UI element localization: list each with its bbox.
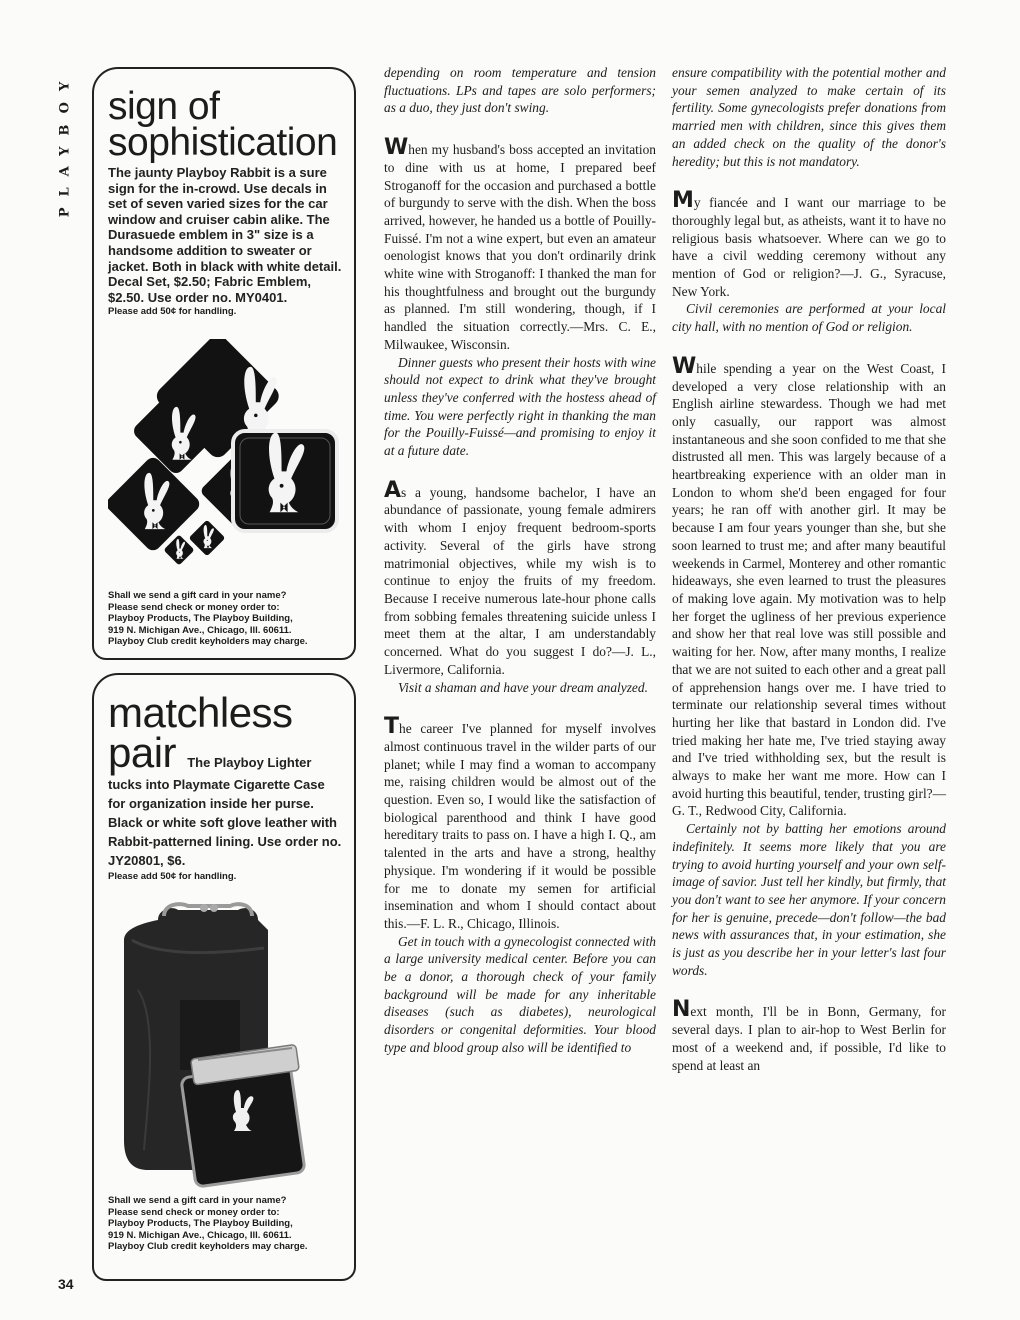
ad1-title (108, 85, 344, 164)
letter-text: y fiancée and I want our marriage to be thoroughly legal but, as atheists, want it to have no religious basis whatsoever. Where can we go to have a civil wedding ceremony without any mention of God or religion?—J. G., Syracuse, New York. (672, 195, 946, 299)
answer-continued: depending on room temperature and tension fluctuations. LPs and tapes are solo performers; as a duo, they just don't swing. (384, 65, 656, 116)
drop-cap: M (672, 188, 694, 214)
advisor-column-3 (672, 64, 946, 1284)
ad1-order-line: Please send check or money order to: (108, 601, 280, 613)
letter-stewardess (672, 353, 946, 820)
ad2-gift-line: Shall we send a gift card in your name? (108, 1195, 287, 1206)
answer-stewardess: Certainly not by batting her emotions around indefinitely. It seems more likely that you are trying to avoid hurting yourself and your own self-image of savior. Just tell her kindly, but firmly, that you don't want to see her anymore. If your concern for her is genuine, precede—don't follow—the bad news with assurances that, in your estimation, she is just as you describe her in your letter's last four words. (672, 821, 946, 978)
ad2-body-lead: The Playboy Lighter (187, 755, 312, 770)
answer-donor: Get in touch with a gynecologist connected with a large university medical center. Before you can be a donor, a thorough check of your family background will be made for any inheritable diseases (such as diabetes), neurological disorders or congenital deformities. Your blood type and blood group also will be identified to (384, 933, 656, 1055)
ad1-handling: Please add 50¢ for handling. (108, 306, 237, 318)
letter-civil-wedding (672, 188, 946, 300)
ad2-body: tucks into Playmate Cigarette Case for organization inside her purse. Black or white soft glove leather with Rabbit-patterned lining. Use order no. JY20801, $6. (108, 777, 342, 868)
letter-text: he career I've planned for myself involves almost continuous travel in the wilder parts of our planet; while I may find a woman to accompany me, raising children would be almost out of the question. Even so, I would like the satisfaction of biological parenthood and think I have good hereditary traits to pass on. I have a high I. Q., am talented in the arts and have a strong, healthy physique. I'm wondering if it would be possible for me to donate my semen for artificial insemination and whom I should contact about this.—F. L. R., Chicago, Illinois. (384, 721, 656, 931)
ad-matchless-pair (92, 673, 356, 1281)
letter-bachelor (384, 477, 656, 679)
answer-wine-gift: Dinner guests who present their hosts with wine should not expect to drink what they've brought unless they've conferred with the hostess ahead of time. You were perfectly right in thanking the man for the Pouilly-Fuissé—and promising to enjoy it at a future date. (384, 354, 656, 459)
answer-bachelor: Visit a shaman and have your dream analyzed. (398, 679, 648, 695)
drop-cap: N (672, 997, 691, 1023)
ad2-order-info (108, 1195, 342, 1253)
letter-text: s a young, handsome bachelor, I have an abundance of passionate, young female admirers with whom I enjoy frequent bedroom-sports activity. Several of the girls have strong matrimonial objectives, while my wish is to continue to enjoy the fruits of my freedom. Because I receive numerous late-hour phone calls from sobbing females threatening suicide unless I meet them at the altar, I am understandably concerned. What do you suggest I do?—J. L., Livermore, California. (384, 484, 656, 677)
ad2-handling: Please add 50¢ for handling. (108, 871, 237, 882)
ad2-title-line2: pair (108, 729, 177, 776)
advisor-column-2 (384, 64, 656, 1284)
ad1-title-line2: sophistication (108, 121, 338, 164)
letter-wine-gift (384, 135, 656, 353)
masthead-text: PLAYBOY (57, 70, 73, 218)
masthead (55, 64, 75, 224)
letter-text: hile spending a year on the West Coast, I developed a very close relationship with an English airline stewardess. Though we had met only casually, our rapport was almost instantaneous and she soon confided to me that she distrusted all men. This was largely because of a heartbreaking experience with an older man in London to whom she'd been engaged for four years; he ran off with another girl. It may be because I am four years younger than she, but she soon learned to trust me; and after many beautiful weekends in Carmel, Monterey and other romantic hideaways, she even learned to trust the pleasures of making love again. My motivation was to help her forget the ugliness of her previous experience and show her that real love was still possible and waiting for her. Now, after many months, I realize that we are not suited to each other and a great pall of apprehension hangs over me. I have tried to terminate our relationship several times without hurting her like that bastard in London did. I've tried making her hate me, I've tried staying away and I've tried withholding sex, but the result is always to make her want me more. How can I avoid hurting this beautiful, tender, trusting girl?—G. T., Redwood City, California. (672, 360, 946, 819)
drop-cap: W (384, 135, 409, 161)
page-number: 34 (58, 1276, 74, 1292)
ad2-title (108, 689, 344, 776)
letter-donor (384, 714, 656, 932)
letter-bonn (672, 997, 946, 1074)
ad1-charge: Playboy Club credit keyholders may charge. (108, 636, 308, 647)
ad1-order-info (108, 590, 342, 648)
answer-donor-continued: ensure compatibility with the potential mother and your semen analyzed to make certain of its fertility. Some gynecologists prefer donations from married men with children, since this gives them an added check on the quality of the donor's heredity; but this is not mandatory. (672, 65, 946, 169)
ad-sign-of-sophistication (92, 67, 356, 660)
ad1-body: The jaunty Playboy Rabbit is a sure sign for the in-crowd. Use decals in set of seven varied sizes for the car window and cruiser cabin alike. The Durasuede emblem in 3" size is a handsome addition to sweater or jacket. Both in black with white detail. Decal Set, $2.50; Fabric Emblem, $2.50. Use order no. MY0401. (108, 165, 342, 305)
rabbit-decals-image (108, 339, 348, 579)
lighter-and-case-image (118, 900, 318, 1190)
drop-cap: A (384, 477, 402, 503)
ad1-title-line1: sign of (108, 85, 220, 128)
ad1-gift-line: Shall we send a gift card in your name? (108, 590, 287, 601)
ad1-address: 919 N. Michigan Ave., Chicago, Ill. 60611. (108, 624, 292, 636)
ad2-charge: Playboy Club credit keyholders may charge. (108, 1241, 308, 1252)
drop-cap: W (672, 353, 697, 379)
letter-text: hen my husband's boss accepted an invitation to dine with us at home, I prepared beef Stroganoff for the occasion and purchased a bottle of burgundy to serve with the dish. When the boss arrived, however, he handed us a bottle of Pouilly-Fuissé. I'm not a wine expert, but even an amateur oenologist knows that you don't ordinarily drink white wine with Stroganoff: I thanked the man for his thoughtfulness and brought out the burgundy as planned. I'm still wondering, though, if I handled the situation correctly.—Mrs. C. E., Milwaukee, Wisconsin. (384, 142, 656, 352)
ad2-title-line1: matchless (108, 689, 293, 736)
ad2-order-line: Please send check or money order to: (108, 1206, 280, 1218)
ad2-company: Playboy Products, The Playboy Building, (108, 1218, 293, 1229)
ad1-company: Playboy Products, The Playboy Building, (108, 613, 293, 624)
answer-civil-wedding: Civil ceremonies are performed at your local city hall, with no mention of God or religion. (672, 301, 946, 335)
ad2-address: 919 N. Michigan Ave., Chicago, Ill. 60611. (108, 1229, 292, 1241)
letter-text: ext month, I'll be in Bonn, Germany, for several days. I plan to air-hop to West Berlin for most of a weekend and, if possible, I'd like to spend at least an (672, 1004, 946, 1073)
drop-cap: T (384, 714, 400, 740)
